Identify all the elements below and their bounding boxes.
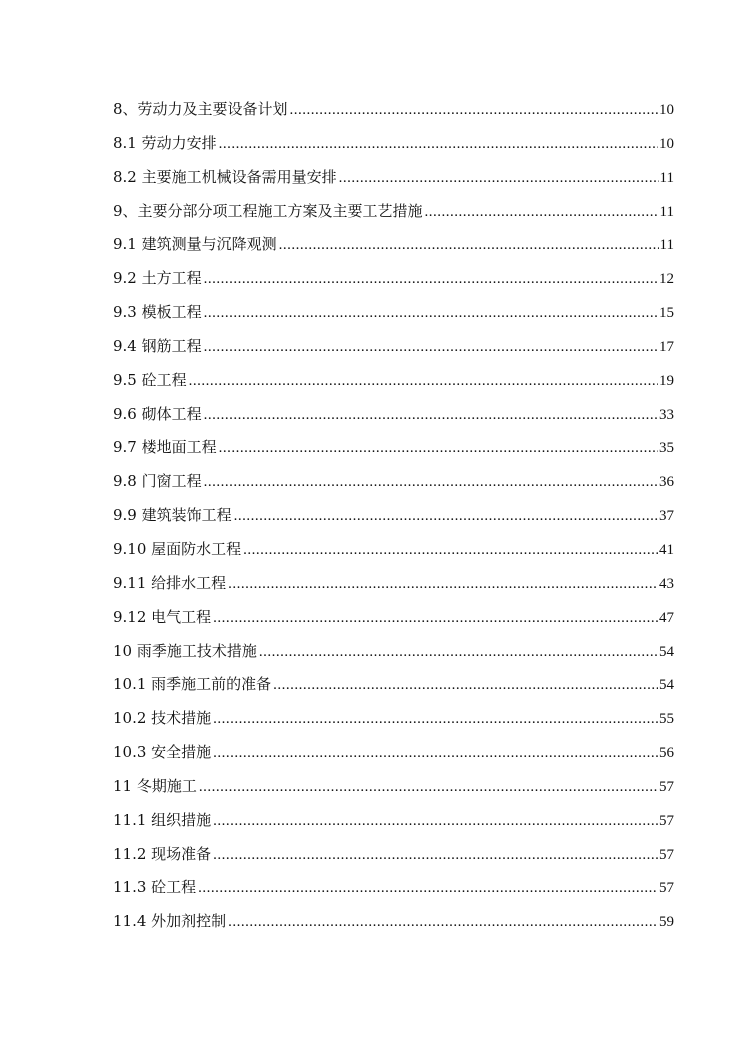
toc-entry-title: 10.1 雨季施工前的准备	[113, 675, 272, 694]
toc-entry-title: 9.4 钢筋工程	[113, 336, 202, 355]
toc-entry	[113, 809, 674, 843]
toc-entry-title: 9.1 建筑测量与沉降观测	[113, 235, 277, 254]
toc-entry-page-number: 17	[659, 338, 674, 355]
toc-entry	[113, 572, 674, 606]
toc-entry-title: 11.4 外加剂控制	[113, 912, 227, 931]
toc-dot-leader	[234, 508, 658, 525]
toc-entry	[113, 538, 674, 572]
toc-entry	[113, 403, 674, 437]
toc-entry	[113, 707, 674, 741]
toc-entry-title: 9.12 电气工程	[113, 607, 212, 626]
toc-entry-title: 9.7 楼地面工程	[113, 438, 217, 457]
toc-entry-title: 9.10 屋面防水工程	[113, 539, 242, 558]
toc-entry-title: 8.2 主要施工机械设备需用量安排	[113, 167, 337, 186]
toc-entry-title: 9.11 给排水工程	[113, 573, 227, 592]
toc-entry-title: 9.2 土方工程	[113, 269, 202, 288]
toc-dot-leader	[204, 271, 658, 288]
toc-entry-page-number: 15	[659, 305, 674, 322]
toc-entry-page-number: 10	[659, 135, 674, 152]
toc-dot-leader	[213, 847, 658, 864]
toc-dot-leader	[219, 440, 658, 457]
toc-entry-page-number: 33	[659, 406, 674, 423]
toc-entry-page-number: 59	[659, 914, 674, 931]
toc-dot-leader	[213, 745, 658, 762]
toc-entry-page-number: 54	[659, 643, 674, 660]
toc-entry-page-number: 54	[659, 677, 674, 694]
toc-dot-leader	[213, 813, 658, 830]
toc-entry	[113, 640, 674, 674]
toc-entry	[113, 301, 674, 335]
toc-entry-page-number: 57	[659, 812, 674, 829]
toc-entry-title: 9.5 砼工程	[113, 370, 187, 389]
toc-dot-leader	[199, 779, 658, 796]
toc-entry-page-number: 41	[659, 541, 674, 558]
toc-entry-page-number: 55	[659, 711, 674, 728]
toc-entry-page-number: 12	[659, 271, 674, 288]
toc-entry-title: 10.3 安全措施	[113, 743, 212, 762]
toc-entry-page-number: 35	[659, 440, 674, 457]
toc-entry	[113, 910, 674, 944]
toc-dot-leader	[213, 610, 658, 627]
toc-entry-page-number: 11	[659, 237, 674, 254]
toc-entry-title: 9.9 建筑装饰工程	[113, 506, 232, 525]
toc-entry-page-number: 57	[659, 778, 674, 795]
toc-dot-leader	[204, 305, 658, 322]
toc-entry	[113, 775, 674, 809]
toc-entry-title: 9.8 门窗工程	[113, 472, 202, 491]
toc-dot-leader	[189, 373, 658, 390]
toc-dot-leader	[339, 170, 659, 187]
toc-entry	[113, 200, 674, 234]
toc-entry-title: 11.3 砼工程	[113, 878, 197, 897]
toc-dot-leader	[204, 407, 658, 424]
toc-dot-leader	[204, 474, 658, 491]
toc-entry-page-number: 56	[659, 745, 674, 762]
toc-entry	[113, 166, 674, 200]
toc-dot-leader	[243, 542, 658, 559]
toc-entry-page-number: 47	[659, 609, 674, 626]
toc-dot-leader	[213, 711, 658, 728]
toc-entry	[113, 233, 674, 267]
toc-dot-leader	[219, 136, 658, 153]
toc-dot-leader	[279, 237, 659, 254]
toc-entry-title: 10 雨季施工技术措施	[113, 641, 257, 660]
toc-entry-page-number: 57	[659, 846, 674, 863]
toc-entry	[113, 843, 674, 877]
toc-entry	[113, 470, 674, 504]
toc-dot-leader	[228, 576, 658, 593]
toc-entry-title: 11 冬期施工	[113, 776, 197, 795]
toc-entry-page-number: 10	[659, 102, 674, 118]
toc-entry	[113, 267, 674, 301]
toc-entry	[113, 132, 674, 166]
toc-entry-page-number: 36	[659, 474, 674, 491]
toc-entry	[113, 335, 674, 369]
toc-entry	[113, 504, 674, 538]
toc-entry	[113, 876, 674, 910]
toc-entry	[113, 673, 674, 707]
toc-dot-leader	[228, 914, 658, 931]
toc-entry-title: 11.2 现场准备	[113, 844, 212, 863]
toc-dot-leader	[273, 677, 658, 694]
table-of-contents	[113, 98, 674, 944]
toc-dot-leader	[290, 102, 658, 119]
toc-entry-title: 11.1 组织措施	[113, 810, 212, 829]
toc-dot-leader	[425, 204, 659, 221]
toc-entry	[113, 98, 674, 132]
toc-entry-title: 8.1 劳动力安排	[113, 133, 217, 152]
toc-entry-title: 9.3 模板工程	[113, 303, 202, 322]
toc-entry-page-number: 37	[659, 508, 674, 525]
toc-entry	[113, 369, 674, 403]
toc-entry-page-number: 43	[659, 575, 674, 592]
toc-entry-page-number: 19	[659, 372, 674, 389]
toc-dot-leader	[259, 644, 658, 661]
toc-dot-leader	[204, 339, 658, 356]
toc-entry-title: 9、主要分部分项工程施工方案及主要工艺措施	[113, 201, 423, 220]
toc-entry-title: 10.2 技术措施	[113, 709, 212, 728]
toc-entry	[113, 606, 674, 640]
toc-entry	[113, 436, 674, 470]
toc-dot-leader	[198, 880, 658, 897]
toc-entry-page-number: 57	[659, 880, 674, 897]
toc-entry-page-number: 11	[659, 203, 674, 220]
toc-entry-title: 9.6 砌体工程	[113, 404, 202, 423]
toc-entry-page-number: 11	[659, 169, 674, 186]
toc-entry	[113, 741, 674, 775]
toc-entry-title: 8、劳动力及主要设备计划	[113, 100, 288, 118]
